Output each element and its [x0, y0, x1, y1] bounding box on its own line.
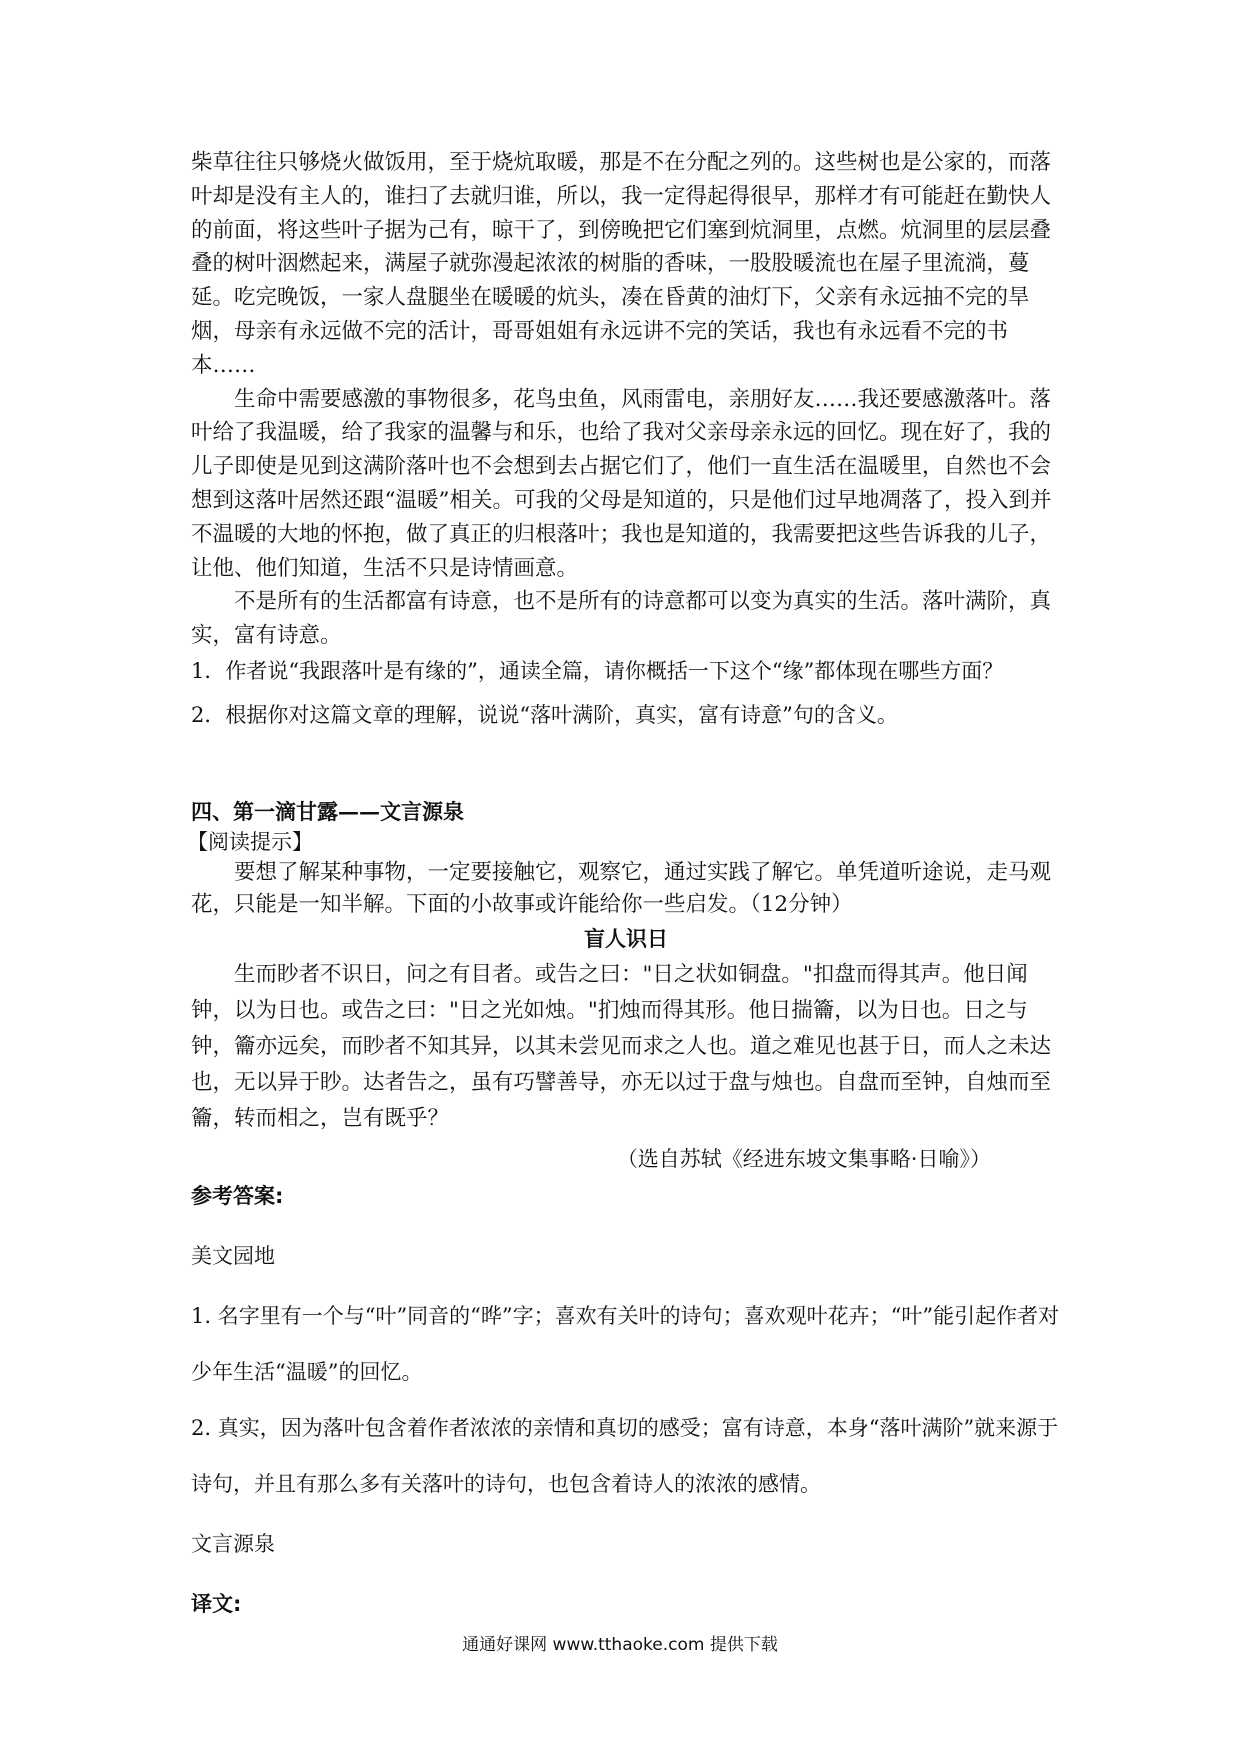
- answer-2: 2. 真实，因为落叶包含着作者浓浓的亲情和真切的感受；富有诗意，本身“落叶满阶”就来源于诗句，并且有那么多有关落叶的诗句，也包含着诗人的浓浓的感情。: [191, 1416, 1059, 1496]
- question-2: 2．根据你对这篇文章的理解，说说“落叶满阶，真实，富有诗意”句的含义。: [191, 703, 898, 727]
- essay-paragraph-1: 柴草往往只够烧火做饭用，至于烧炕取暖，那是不在分配之列的。这些树也是公家的，而落叶却是没有主人的，谁扫了去就归谁，所以，我一定得起得很早，那样才有可能赶在勤快人的前面，将这些叶子据为己有，晾干了，到傍晚把它们塞到炕洞里，点燃。炕洞里的层层叠叠的树叶洇燃起来，满屋子就弥漫起浓浓的树脂的香味，一股股暖流也在屋子里流淌，蔓延。吃完晚饭，一家人盘腿坐在暖暖的炕头，凑在昏黄的油灯下，父亲有永远抽不完的旱烟，母亲有永远做不完的活计，哥哥姐姐有永远讲不完的笑话，我也有永远看不完的书本……: [191, 150, 1052, 378]
- translation-label: 译文:: [191, 1592, 242, 1616]
- reading-tip-text: 要想了解某种事物，一定要接触它，观察它，通过实践了解它。单凭道听途说，走马观花，只能是一知半解。下面的小故事或许能给你一些启发。（12分钟）: [191, 860, 1052, 917]
- question-1: 1．作者说“我跟落叶是有缘的”，通读全篇，请你概括一下这个“缘”都体现在哪些方面？: [191, 658, 1004, 683]
- answers-section: [191, 1168, 1061, 1632]
- question-2-block: [191, 698, 1061, 732]
- answers-heading: 参考答案:: [191, 1184, 284, 1208]
- page-footer: 通通好课网 www.tthaoke.com 提供下载: [462, 1635, 778, 1655]
- essay-paragraph-2: 生命中需要感激的事物很多，花鸟虫鱼，风雨雷电，亲朋好友……我还要感激落叶。落叶给了我温暖，给了我家的温馨与和乐，也给了我对父亲母亲永远的回忆。现在好了，我的儿子即使是见到这满阶落叶也不会想到去占据它们了，他们一直生活在温暖里，自然也不会想到这落叶居然还跟“温暖”相关。可我的父母是知道的，只是他们过早地凋落了，投入到并不温暖的大地的怀抱，做了真正的归根落叶；我也是知道的，我需要把这些告诉我的儿子，让他、他们知道，生活不只是诗情画意。: [191, 386, 1052, 581]
- section-heading: 四、第一滴甘露——文言源泉: [191, 799, 464, 824]
- essay-section: [191, 146, 1061, 688]
- answers-subheading-essay: 美文园地: [191, 1244, 275, 1268]
- reading-tip-label: 【阅读提示】: [187, 830, 313, 854]
- essay-paragraph-3: 不是所有的生活都富有诗意，也不是所有的诗意都可以变为真实的生活。落叶满阶，真实，富有诗意。: [191, 589, 1052, 649]
- answers-subheading-classical: 文言源泉: [191, 1532, 275, 1556]
- answer-1: 1. 名字里有一个与“叶”同音的“晔”字；喜欢有关叶的诗句；喜欢观叶花卉；“叶”能引起作者对少年生活“温暖”的回忆。: [191, 1304, 1060, 1384]
- story-title: 盲人识日: [584, 926, 668, 951]
- story-source: （选自苏轼《经进东坡文集事略·日喻》）: [616, 1147, 991, 1171]
- classical-section: [187, 797, 1061, 1181]
- story-text: 生而眇者不识日，问之有目者。或告之曰："日之状如铜盘。"扣盘而得其声。他日闻钟，以为日也。或告之曰："日之光如烛。"扪烛而得其形。他日揣籥，以为日也。日之与钟，籥亦远矣，而眇者不知其异，以其未尝见而求之人也。道之难见也甚于日，而人之未达也，无以异于眇。达者告之，虽有巧譬善导，亦无以过于盘与烛也。自盘而至钟，自烛而至籥，转而相之，岂有既乎？: [191, 962, 1052, 1131]
